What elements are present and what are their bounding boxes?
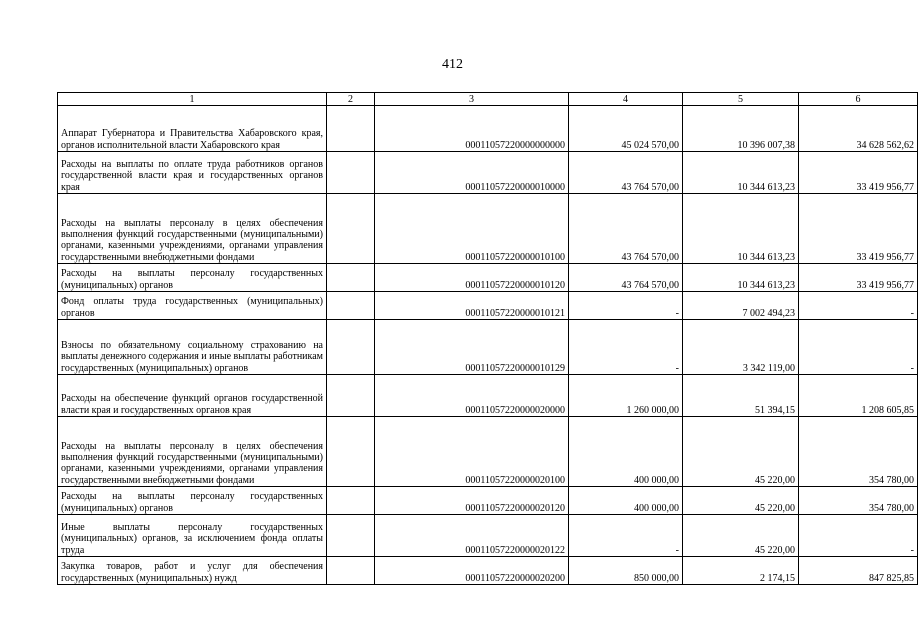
table-row	[58, 152, 918, 194]
row-col5: 10 396 007,38	[683, 106, 799, 152]
row-col4: 43 764 570,00	[569, 264, 683, 292]
table-row	[58, 292, 918, 320]
row-col2	[327, 320, 375, 375]
row-col4: -	[569, 292, 683, 320]
row-col4: 45 024 570,00	[569, 106, 683, 152]
column-header: 4	[569, 93, 683, 106]
row-name: Расходы на обеспечение функций органов государственной власти края и государственных органов края	[58, 375, 327, 417]
row-col6: 34 628 562,62	[799, 106, 918, 152]
row-col4: -	[569, 515, 683, 557]
row-name: Расходы на выплаты персоналу в целях обеспечения выполнения функций государственными (муниципальными) органами, казенными учреждениями, органами управления государственными внебюджетными фондами	[58, 194, 327, 264]
row-col6: 354 780,00	[799, 487, 918, 515]
row-code: 00011057220000010100	[375, 194, 569, 264]
row-code: 00011057220000010129	[375, 320, 569, 375]
row-code: 00011057220000020000	[375, 375, 569, 417]
budget-table	[57, 92, 918, 585]
row-col2	[327, 106, 375, 152]
table-row	[58, 557, 918, 585]
row-code: 00011057220000010120	[375, 264, 569, 292]
table-row	[58, 264, 918, 292]
row-col2	[327, 557, 375, 585]
row-col2	[327, 292, 375, 320]
row-col6: -	[799, 515, 918, 557]
row-col2	[327, 375, 375, 417]
row-col6: -	[799, 292, 918, 320]
column-header: 6	[799, 93, 918, 106]
table-row	[58, 375, 918, 417]
row-col6: 847 825,85	[799, 557, 918, 585]
row-name: Расходы на выплаты персоналу в целях обеспечения выполнения функций государственными (муниципальными) органами, казенными учреждениями, органами управления государственными внебюджетными фондами	[58, 417, 327, 487]
row-col5: 3 342 119,00	[683, 320, 799, 375]
row-name: Аппарат Губернатора и Правительства Хабаровского края, органов исполнительной власти Хабаровского края	[58, 106, 327, 152]
row-col5: 51 394,15	[683, 375, 799, 417]
row-name: Взносы по обязательному социальному страхованию на выплаты денежного содержания и иные выплаты работникам государственных (муниципальных) органов	[58, 320, 327, 375]
row-col4: -	[569, 320, 683, 375]
row-col2	[327, 264, 375, 292]
row-name: Расходы на выплаты персоналу государственных (муниципальных) органов	[58, 487, 327, 515]
column-header: 1	[58, 93, 327, 106]
row-name: Закупка товаров, работ и услуг для обеспечения государственных (муниципальных) нужд	[58, 557, 327, 585]
row-name: Иные выплаты персоналу государственных (муниципальных) органов, за исключением фонда оплаты труда	[58, 515, 327, 557]
table-row	[58, 417, 918, 487]
row-col5: 45 220,00	[683, 417, 799, 487]
row-col2	[327, 152, 375, 194]
row-col6: 33 419 956,77	[799, 264, 918, 292]
row-code: 00011057220000020120	[375, 487, 569, 515]
row-col2	[327, 194, 375, 264]
row-col6: 1 208 605,85	[799, 375, 918, 417]
row-col5: 10 344 613,23	[683, 152, 799, 194]
row-col4: 43 764 570,00	[569, 194, 683, 264]
row-col4: 850 000,00	[569, 557, 683, 585]
row-code: 00011057220000010000	[375, 152, 569, 194]
row-col2	[327, 487, 375, 515]
row-col5: 10 344 613,23	[683, 264, 799, 292]
row-col4: 43 764 570,00	[569, 152, 683, 194]
row-col2	[327, 417, 375, 487]
table-row	[58, 487, 918, 515]
row-name: Расходы на выплаты по оплате труда работников органов государственной власти края и государственных органов края	[58, 152, 327, 194]
row-name: Фонд оплаты труда государственных (муниципальных) органов	[58, 292, 327, 320]
row-col5: 7 002 494,23	[683, 292, 799, 320]
column-header: 3	[375, 93, 569, 106]
page-number: 412	[442, 57, 463, 72]
table-row	[58, 106, 918, 152]
table-row	[58, 194, 918, 264]
row-code: 00011057220000000000	[375, 106, 569, 152]
row-code: 00011057220000020200	[375, 557, 569, 585]
row-code: 00011057220000010121	[375, 292, 569, 320]
row-col4: 400 000,00	[569, 487, 683, 515]
row-col5: 2 174,15	[683, 557, 799, 585]
column-header: 5	[683, 93, 799, 106]
row-name: Расходы на выплаты персоналу государственных (муниципальных) органов	[58, 264, 327, 292]
row-code: 00011057220000020122	[375, 515, 569, 557]
row-col6: 33 419 956,77	[799, 152, 918, 194]
column-header: 2	[327, 93, 375, 106]
row-col6: 33 419 956,77	[799, 194, 918, 264]
row-col4: 400 000,00	[569, 417, 683, 487]
table-row	[58, 515, 918, 557]
row-col5: 45 220,00	[683, 515, 799, 557]
row-col5: 10 344 613,23	[683, 194, 799, 264]
row-col5: 45 220,00	[683, 487, 799, 515]
row-code: 00011057220000020100	[375, 417, 569, 487]
table-row	[58, 320, 918, 375]
row-col2	[327, 515, 375, 557]
row-col4: 1 260 000,00	[569, 375, 683, 417]
row-col6: -	[799, 320, 918, 375]
row-col6: 354 780,00	[799, 417, 918, 487]
table-header-row	[58, 93, 918, 106]
